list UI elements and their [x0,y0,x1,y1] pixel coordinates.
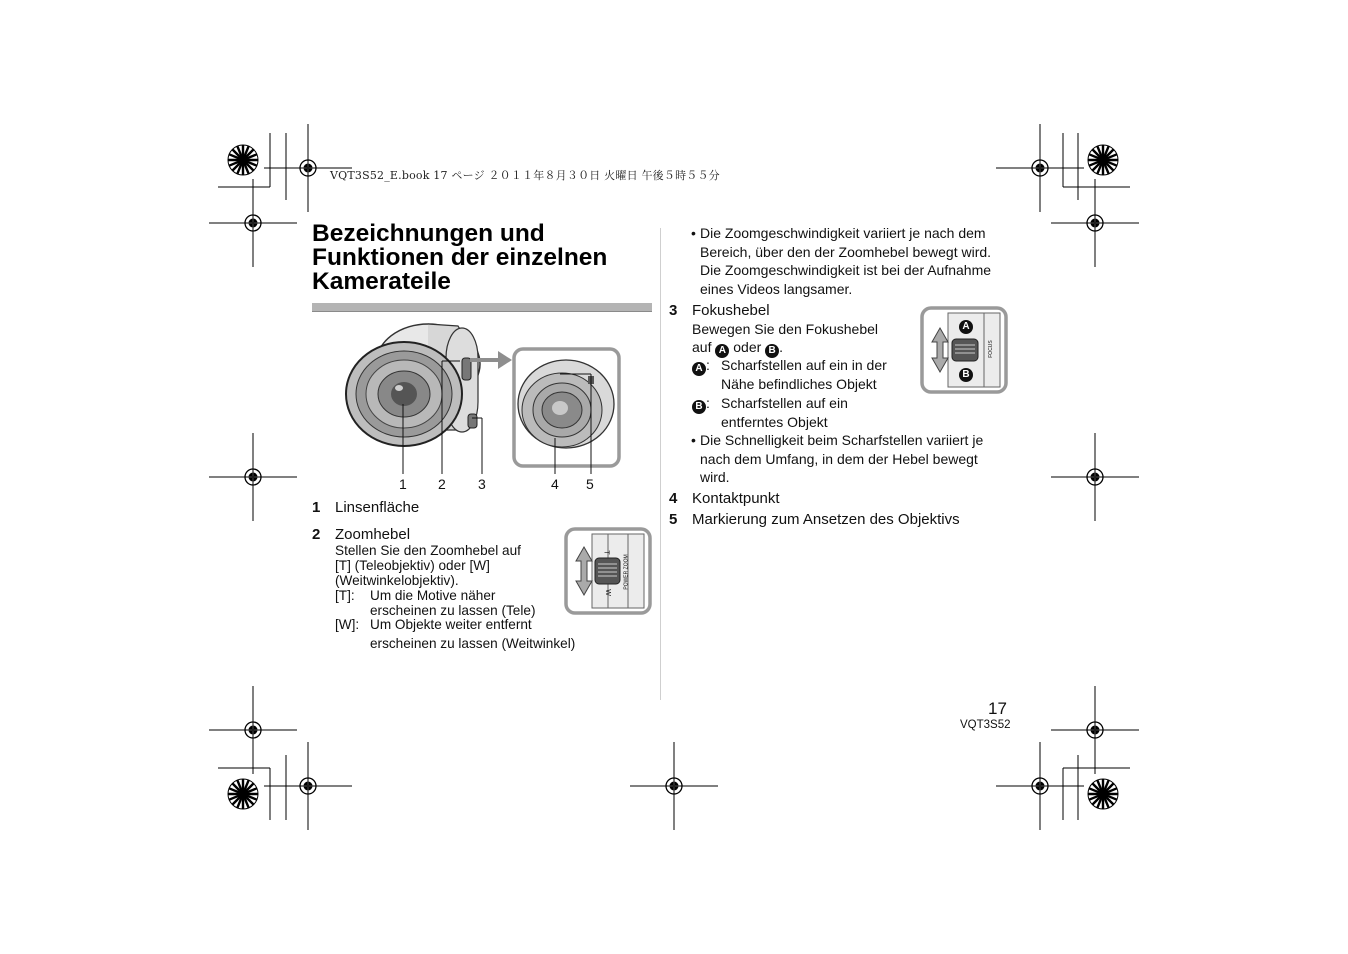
callout-2: 2 [438,476,446,492]
item2-number: 2 [312,526,321,543]
item2-desc-line1: Stellen Sie den Zoomhebel auf [335,543,521,558]
focus-lever-figure [920,306,1008,394]
item2-label: Zoomhebel [335,526,411,543]
page-number: 17 [988,699,1007,718]
bullet2-mark: • [691,432,696,448]
callout-4: 4 [551,476,559,492]
item3-b-line1: Scharfstellen auf ein [721,395,848,411]
item3-a-line2: Nähe befindliches Objekt [721,375,877,392]
zoom-lever-label: POWER ZOOM [623,554,630,590]
item3-desc-line1: Bewegen Sie den Fokushebel [692,321,879,337]
bullet1-line3: Die Zoomgeschwindigkeit ist bei der Aufnahme [700,262,992,278]
circle-a-icon: A [715,344,729,358]
header-file-info: VQT3S52_E.book 17 ページ ２０１１年８月３０日 火曜日 午後５時５５分 [330,169,720,182]
callout-5: 5 [586,476,594,492]
item2-description [335,543,521,588]
bullet2-line2: nach dem Umfang, in dem der Hebel bewegt [700,450,978,467]
zoom-lever-t: T [602,550,610,555]
item3-number: 3 [669,302,678,319]
item3-desc-period: . [779,339,784,355]
item2-t-key: [T]: [335,588,355,603]
title-line-3: Kamerateile [312,268,451,295]
circle-a-icon: A [959,320,973,334]
item4-label: Kontaktpunkt [692,490,780,507]
item3-a-line1: Scharfstellen auf ein in der [721,357,887,373]
item3-b-text [721,394,848,431]
item2-w-text2: erscheinen zu lassen (Weitwinkel) [370,636,576,651]
circle-b-icon: B [692,400,706,414]
title-underline [312,303,652,312]
lens-figure [330,318,630,478]
bullet1-line1: Die Zoomgeschwindigkeit variiert je nach dem [700,225,986,241]
bullet1-text [700,224,991,298]
item3-a-colon: : [706,357,710,373]
callout-3: 3 [478,476,486,492]
item2-t-text2: erscheinen zu lassen (Tele) [370,603,536,618]
bullet2-text [700,431,983,487]
circle-b-icon: B [959,368,973,382]
zoom-lever-w: W [603,589,611,596]
title-line-2: Funktionen der einzelnen [312,244,608,271]
item3-b-colon: : [706,395,710,411]
focus-lever-label: FOCUS [987,340,994,358]
item3-label: Fokushebel [692,302,770,319]
item3-a-text [721,356,887,393]
item3-desc-line2 [692,338,783,358]
item3-desc-auf: auf [692,339,712,355]
bullet1-mark: • [691,225,696,241]
item2-t-text1: Um die Motive näher [370,588,496,603]
column-divider [660,228,661,700]
callout-1: 1 [399,476,407,492]
item3-desc-oder: oder [733,339,762,355]
lens-rear-view [514,349,619,466]
title-line-1: Bezeichnungen und [312,220,545,247]
zoom-lever-figure [564,527,652,615]
item3-b-key [692,394,710,414]
bullet1-line2: Bereich, über den der Zoomhebel bewegt wird. [700,243,992,260]
item2-desc-line2: [T] (Teleobjektiv) oder [W] [335,558,490,573]
page-title [312,222,652,294]
item1-number: 1 [312,499,321,516]
item3-a-key [692,356,710,376]
bullet1-line4: eines Videos langsamer. [700,280,853,297]
item2-desc-line3: (Weitwinkelobjektiv). [335,573,459,588]
bullet2-line1: Die Schnelligkeit beim Scharfstellen variiert je [700,432,984,448]
model-code: VQT3S52 [960,719,1011,731]
item3-b-line2: entferntes Objekt [721,413,828,430]
circle-b-icon: B [765,344,779,358]
circle-a-icon: A [692,362,706,376]
item4-number: 4 [669,490,678,507]
item2-w-text1: Um Objekte weiter entfernt [370,617,532,632]
item5-label: Markierung zum Ansetzen des Objektivs [692,511,960,528]
item2-w-key: [W]: [335,617,360,632]
lens-front-view [346,324,480,446]
bullet2-line3: wird. [700,469,730,485]
item1-label: Linsenfläche [335,499,420,516]
item5-number: 5 [669,511,678,528]
